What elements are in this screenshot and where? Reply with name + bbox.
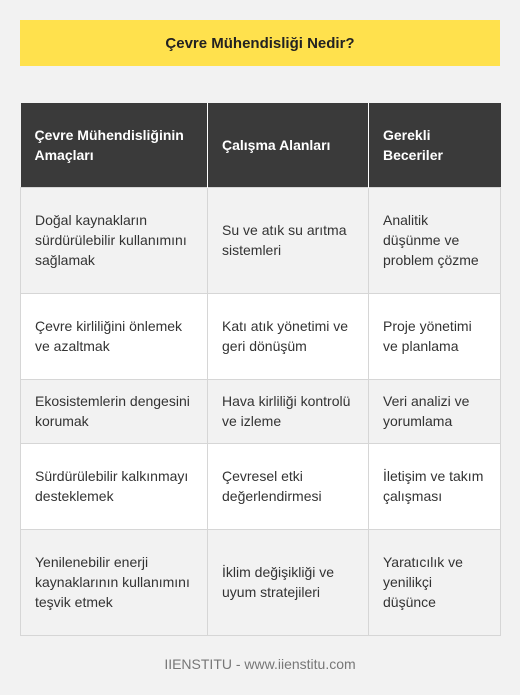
column-header-skills: Gerekli Beceriler (369, 103, 501, 187)
title-banner (20, 20, 500, 66)
table-cell-skill: Veri analizi ve yorumlama (369, 379, 501, 443)
table-row (21, 443, 501, 529)
table-row (21, 379, 501, 443)
page-title: Çevre Mühendisliği Nedir? (165, 34, 355, 52)
column-header-work-areas: Çalışma Alanları (208, 103, 369, 187)
table-cell-goal: Sürdürülebilir kalkınmayı desteklemek (21, 443, 208, 529)
table-cell-skill: İletişim ve takım çalışması (369, 443, 501, 529)
info-table (20, 103, 501, 636)
table-header-row (21, 103, 501, 187)
table-cell-skill: Yaratıcılık ve yenilikçi düşünce (369, 529, 501, 635)
table-cell-skill: Proje yönetimi ve planlama (369, 293, 501, 379)
table-row (21, 529, 501, 635)
table-cell-skill: Analitik düşünme ve problem çözme (369, 187, 501, 293)
column-header-goals: Çevre Mühendisliğinin Amaçları (21, 103, 208, 187)
table-cell-goal: Çevre kirliliğini önlemek ve azaltmak (21, 293, 208, 379)
table-row (21, 187, 501, 293)
table-cell-work-area: Katı atık yönetimi ve geri dönüşüm (208, 293, 369, 379)
table-cell-work-area: Çevresel etki değerlendirmesi (208, 443, 369, 529)
table-cell-goal: Yenilenebilir enerji kaynaklarının kullanımını teşvik etmek (21, 529, 208, 635)
table-cell-goal: Doğal kaynakların sürdürülebilir kullanımını sağlamak (21, 187, 208, 293)
table-cell-work-area: Hava kirliliği kontrolü ve izleme (208, 379, 369, 443)
table-cell-work-area: Su ve atık su arıtma sistemleri (208, 187, 369, 293)
table-row (21, 293, 501, 379)
footer-credit: IIENSTITU - www.iienstitu.com (164, 656, 356, 672)
table-cell-goal: Ekosistemlerin dengesini korumak (21, 379, 208, 443)
table-cell-work-area: İklim değişikliği ve uyum stratejileri (208, 529, 369, 635)
